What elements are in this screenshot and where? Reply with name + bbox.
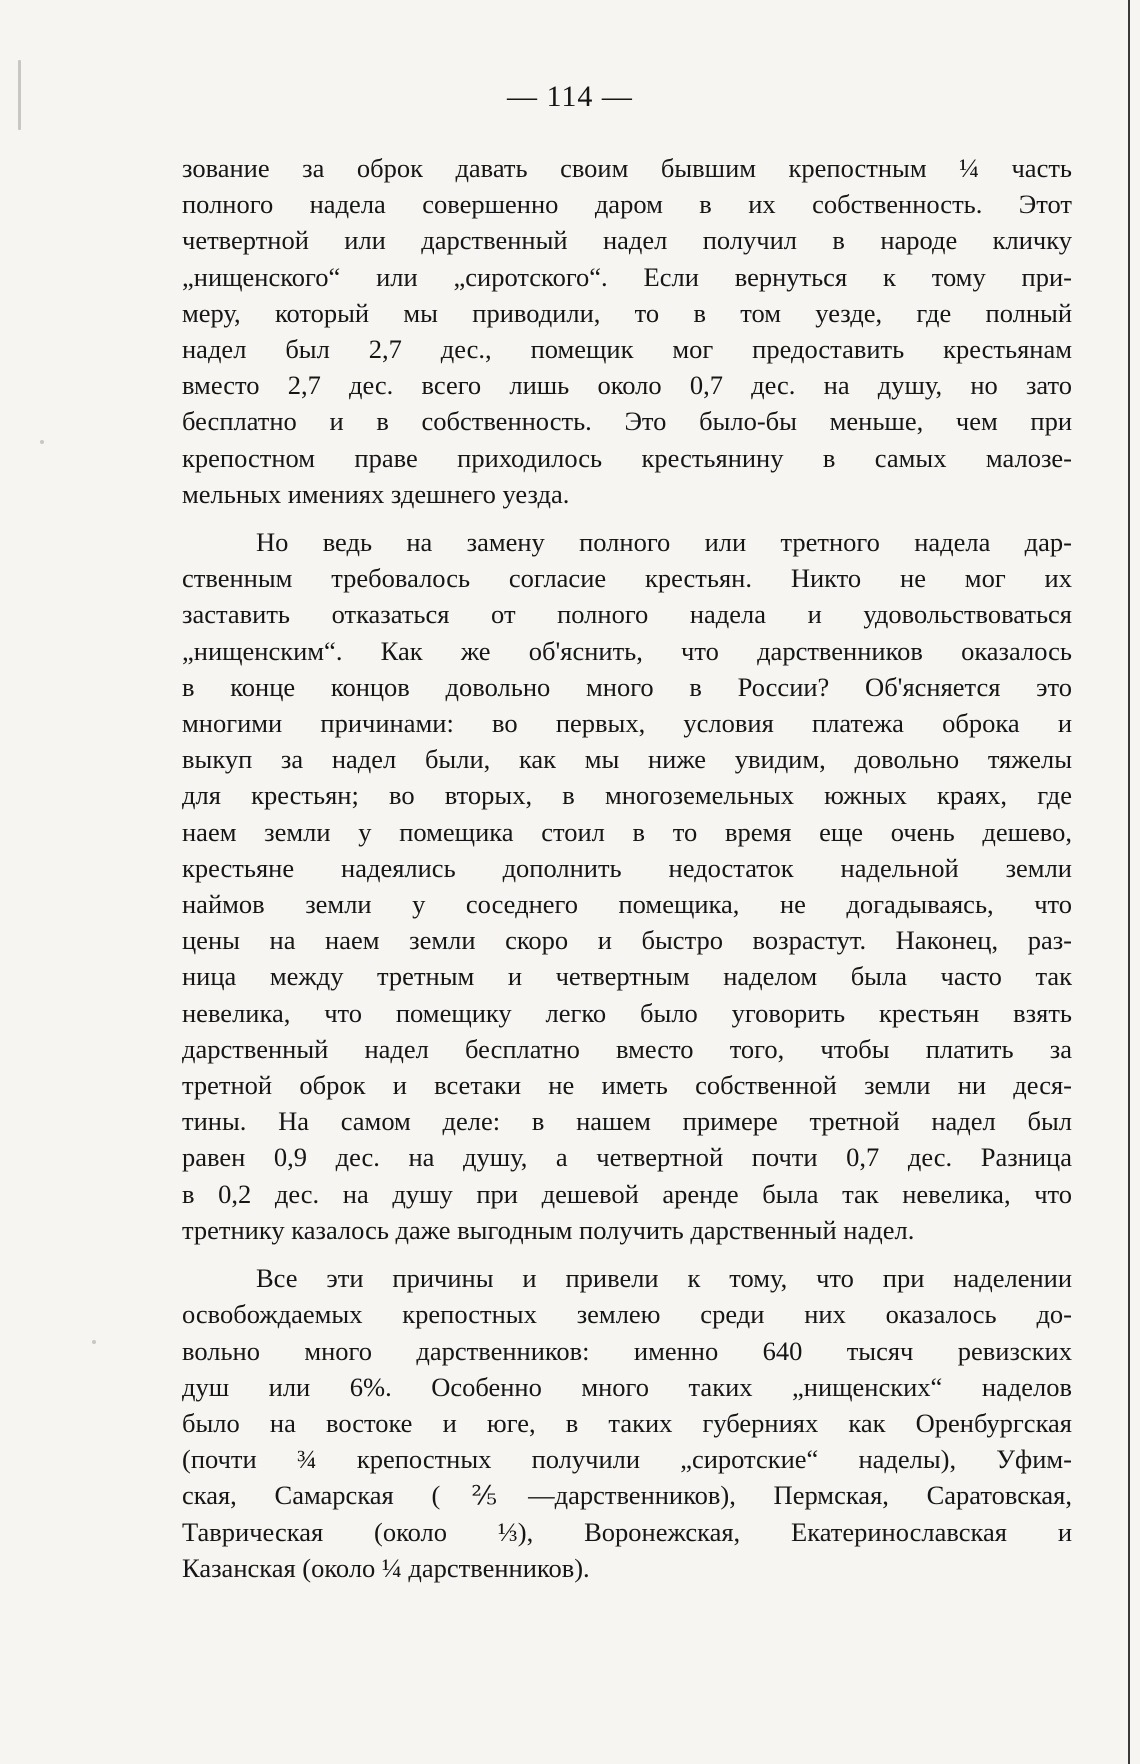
text-line: было на востоке и юге, в таких губерниях как Оренбургская [182, 1407, 1072, 1438]
text-line: зование за оброк давать своим бывшим крепостным ¼ часть [182, 153, 1072, 183]
text-line: невелика, что помещику легко было уговорить крестьян взять [182, 997, 1072, 1028]
text-line: „нищенского“ или „сиротского“. Если вернуться к тому при- [182, 261, 1072, 292]
body-text [182, 150, 1072, 1586]
text-line: Таврическая (около ⅓), Воронежская, Екатеринославская и [182, 1516, 1072, 1547]
text-line: меру, который мы приводили, то в том уезде, где полный [182, 297, 1072, 328]
text-line: в 0,2 дес. на душу при дешевой аренде была так невелика, что [182, 1178, 1072, 1209]
text-line: вольно много дарственников: именно 640 тысяч ревизских [182, 1335, 1072, 1366]
text-line: многими причинами: во первых, условия платежа оброка и [182, 708, 1072, 739]
text-line: ская, Самарская (⅖—дарственников), Пермская, Саратовская, [182, 1480, 1072, 1511]
text-line: наем земли у помещика стоил в то время еще очень дешево, [182, 816, 1072, 847]
text-line: тины. На самом деле: в нашем примере третной надел был [182, 1106, 1072, 1137]
text-line: Все эти причины и привели к тому, что при наделении [256, 1263, 1072, 1294]
scan-artifact [40, 440, 44, 444]
text-line: дарственный надел бесплатно вместо того, чтобы платить за [182, 1033, 1072, 1064]
text-line: равен 0,9 дес. на душу, а четвертной почти 0,7 дес. Разница [182, 1142, 1072, 1173]
text-line: мельных имениях здешнего уезда. [182, 478, 570, 509]
text-line: полного надела совершенно даром в их собственность. Этот [182, 189, 1072, 220]
text-line: крепостном праве приходилось крестьянину в самых малозе- [182, 442, 1072, 473]
text-line: крестьяне надеялись дополнить недостаток надельной земли [182, 852, 1072, 883]
text-line: цены на наем земли скоро и быстро возрастут. Наконец, раз- [182, 925, 1072, 956]
paragraph-2 [182, 524, 1072, 1248]
paragraph-1 [182, 150, 1072, 512]
paragraph-3 [182, 1260, 1072, 1586]
text-line: (почти ¾ крепостных получили „сиротские“ наделы), Уфим- [182, 1444, 1072, 1475]
text-line: душ или 6%. Особенно много таких „нищенских“ наделов [182, 1371, 1072, 1402]
text-line: наймов земли у соседнего помещика, не догадываясь, что [182, 889, 1072, 920]
text-line: бесплатно и в собственность. Это было-бы меньше, чем при [182, 406, 1072, 437]
text-line: заставить отказаться от полного надела и удовольствоваться [182, 599, 1072, 630]
text-line: „нищенским“. Как же об'яснить, что дарственников оказалось [182, 635, 1072, 666]
text-line: третнику казалось даже выгодным получить дарственный надел. [182, 1214, 915, 1245]
text-line: в конце концов довольно много в России? Об'ясняется это [182, 671, 1072, 702]
text-line: надел был 2,7 дес., помещик мог предоставить крестьянам [182, 334, 1072, 365]
text-line: освобождаемых крепостных землею среди них оказалось до- [182, 1299, 1072, 1330]
text-line: ница между третным и четвертным наделом была часто так [182, 961, 1072, 992]
text-line: Но ведь на замену полного или третного надела дар- [256, 527, 1072, 558]
text-line: вместо 2,7 дес. всего лишь около 0,7 дес. на душу, но зато [182, 370, 1072, 401]
text-line: третной оброк и всетаки не иметь собственной земли ни деся- [182, 1070, 1072, 1101]
text-line: ственным требовалось согласие крестьян. Никто не мог их [182, 563, 1072, 594]
text-line: Казанская (около ¼ дарственников). [182, 1552, 590, 1583]
text-line: для крестьян; во вторых, в многоземельных южных краях, где [182, 780, 1072, 811]
page-number: — 114 — [507, 80, 633, 113]
page-edge-line [1128, 0, 1130, 1764]
scan-artifact [92, 1340, 96, 1344]
text-line: выкуп за надел были, как мы ниже увидим, довольно тяжелы [182, 744, 1072, 775]
text-line: четвертной или дарственный надел получил в народе кличку [182, 225, 1072, 256]
